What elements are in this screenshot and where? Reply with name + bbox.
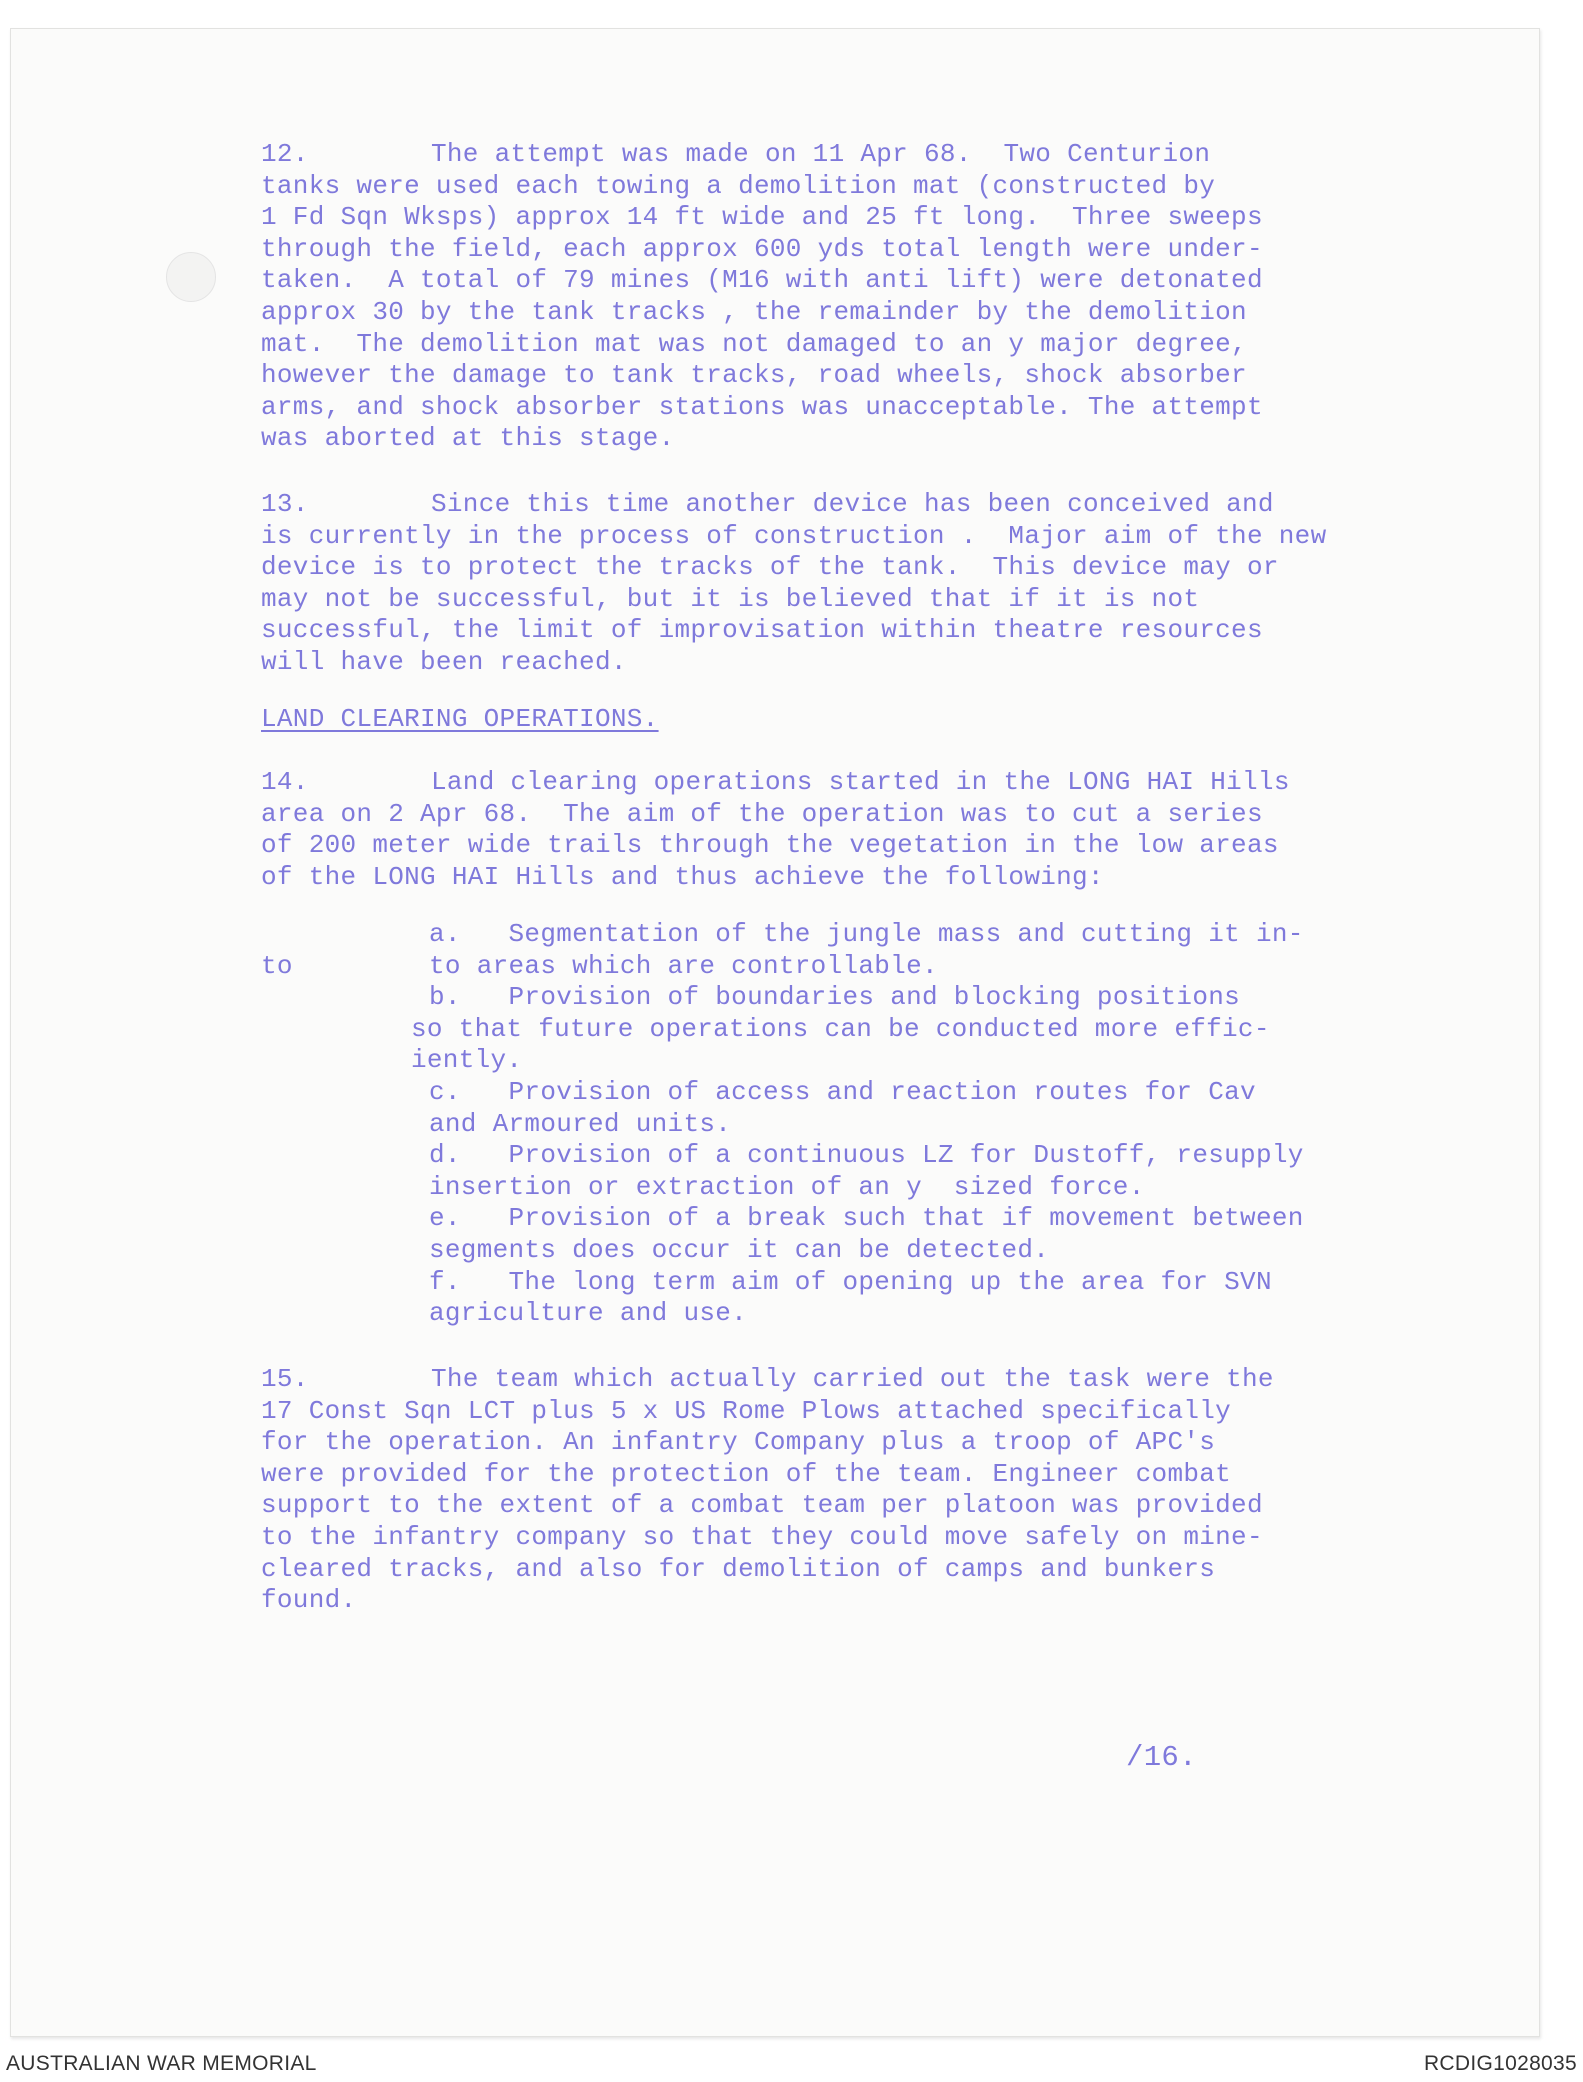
list-item-letter: f. [429, 1266, 461, 1297]
list-item-text: Segmentation of the jungle mass and cutting it in- [508, 919, 1304, 949]
paragraph-13-line: successful, the limit of improvisation within theatre resources [261, 615, 1263, 646]
paragraph-13-line: may not be successful, but it is believed that if it is not [261, 583, 1200, 614]
list-item-continuation: segments does occur it can be detected. [429, 1234, 1050, 1265]
paragraph-13-number: 13. [261, 489, 309, 519]
paragraph-12-line: through the field, each approx 600 yds total length were under- [261, 233, 1263, 264]
paragraph-12-line: taken. A total of 79 mines (M16 with anti lift) were detonated [261, 265, 1263, 296]
paragraph-13-body [261, 521, 1326, 679]
list-item [411, 1140, 1511, 1203]
list-item-text: Provision of boundaries and blocking positions [508, 982, 1241, 1013]
paragraph-12-line: was aborted at this stage. [261, 423, 675, 454]
list-item-continuation: so that future operations can be conducted more effic- [411, 1013, 1270, 1044]
paragraph-14-first-line: Land clearing operations started in the LONG HAI Hills [431, 767, 1290, 797]
paragraph-15-line: support to the extent of a combat team per platoon was provided [261, 1490, 1263, 1521]
paragraph-15-number: 15. [261, 1364, 309, 1394]
paragraph-13-line: is currently in the process of construction . Major aim of the new [261, 520, 1327, 551]
paragraph-15-line: cleared tracks, and also for demolition of camps and bunkers [261, 1553, 1216, 1584]
list-item-first-line [411, 1077, 1511, 1109]
list-item-continuation: agriculture and use. [429, 1298, 748, 1329]
paragraph-15-line: 17 Const Sqn LCT plus 5 x US Rome Plows attached specifically [261, 1395, 1232, 1426]
list-item [411, 1203, 1511, 1266]
paragraph-12-line: arms, and shock absorber stations was unacceptable. The attempt [261, 391, 1263, 422]
list-item-continuation: insertion or extraction of an y sized force. [429, 1171, 1145, 1202]
paragraph-12-line: however the damage to tank tracks, road wheels, shock absorber [261, 360, 1247, 391]
paragraph-15-line: found. [261, 1585, 357, 1616]
paragraph-14-body [261, 799, 1279, 894]
paragraph-13-first-line: Since this time another device has been conceived and [431, 489, 1274, 519]
list-item [411, 1267, 1511, 1330]
paragraph-13-line: will have been reached. [261, 646, 627, 677]
paragraph-14-line: of 200 meter wide trails through the vegetation in the low areas [261, 830, 1279, 861]
list-item-first-line [411, 1140, 1511, 1172]
paragraph-12-line: mat. The demolition mat was not damaged to an y major degree, [261, 328, 1247, 359]
paragraph-12-first-line: The attempt was made on 11 Apr 68. Two Centurion [431, 139, 1211, 169]
paragraph-14-line: area on 2 Apr 68. The aim of the operation was to cut a series [261, 798, 1263, 829]
paragraph-15-line: for the operation. An infantry Company plus a troop of APC's [261, 1427, 1216, 1458]
paragraph-12-line: approx 30 by the tank tracks , the remainder by the demolition [261, 296, 1247, 327]
list-item-letter: e. [429, 1203, 461, 1234]
paragraph-12-number: 12. [261, 139, 309, 169]
list-item-text: Provision of access and reaction routes for Cav [508, 1076, 1256, 1107]
list-item [411, 982, 1511, 1077]
section-heading-land-clearing: LAND CLEARING OPERATIONS. [261, 704, 659, 734]
list-item-text: Provision of a continuous LZ for Dustoff, resupply [508, 1140, 1304, 1171]
list-item-text: The long term aim of opening up the area for SVN [508, 1266, 1272, 1297]
list-item-first-line [411, 919, 1511, 951]
paragraph-13-line: device is to protect the tracks of the tank. This device may or [261, 552, 1279, 583]
list-item-continuation: iently. [411, 1045, 523, 1076]
paragraph-15-line: to the infantry company so that they could move safely on mine- [261, 1521, 1263, 1552]
paragraph-15-body [261, 1396, 1263, 1617]
paragraph-14-line: of the LONG HAI Hills and thus achieve the following: [261, 861, 1104, 892]
footer-right-id: RCDIG1028035 [1423, 2052, 1577, 2075]
list-item [411, 919, 1511, 982]
paragraph-12-line: tanks were used each towing a demolition mat (constructed by [261, 170, 1216, 201]
list-item-first-line [411, 982, 1511, 1014]
list-item-continuation: and Armoured units. [429, 1108, 732, 1139]
list-item [411, 1077, 1511, 1140]
list-item-first-line [411, 1203, 1511, 1235]
list-item-letter: d. [429, 1140, 461, 1171]
list-item-letter: c. [429, 1076, 461, 1107]
document-page [10, 28, 1540, 2037]
list-item-continuation: to areas which are controllable. [429, 950, 938, 981]
paragraph-14-number: 14. [261, 767, 309, 797]
paragraph-12-body [261, 171, 1263, 455]
punch-hole [166, 252, 216, 302]
list-item-letter: b. [429, 982, 461, 1013]
page-continuation-marker: /16. [1126, 1741, 1197, 1774]
aims-list [411, 919, 1511, 1330]
margin-note: to [261, 951, 293, 981]
paragraph-12-line: 1 Fd Sqn Wksps) approx 14 ft wide and 25 ft long. Three sweeps [261, 202, 1263, 233]
paragraph-15-first-line: The team which actually carried out the task were the [431, 1364, 1274, 1394]
list-item-first-line [411, 1267, 1511, 1299]
paragraph-15-line: were provided for the protection of the team. Engineer combat [261, 1458, 1232, 1489]
list-item-letter: a. [429, 919, 461, 949]
list-item-text: Provision of a break such that if movement between [508, 1203, 1304, 1234]
footer-left-credit: AUSTRALIAN WAR MEMORIAL [6, 2052, 317, 2075]
